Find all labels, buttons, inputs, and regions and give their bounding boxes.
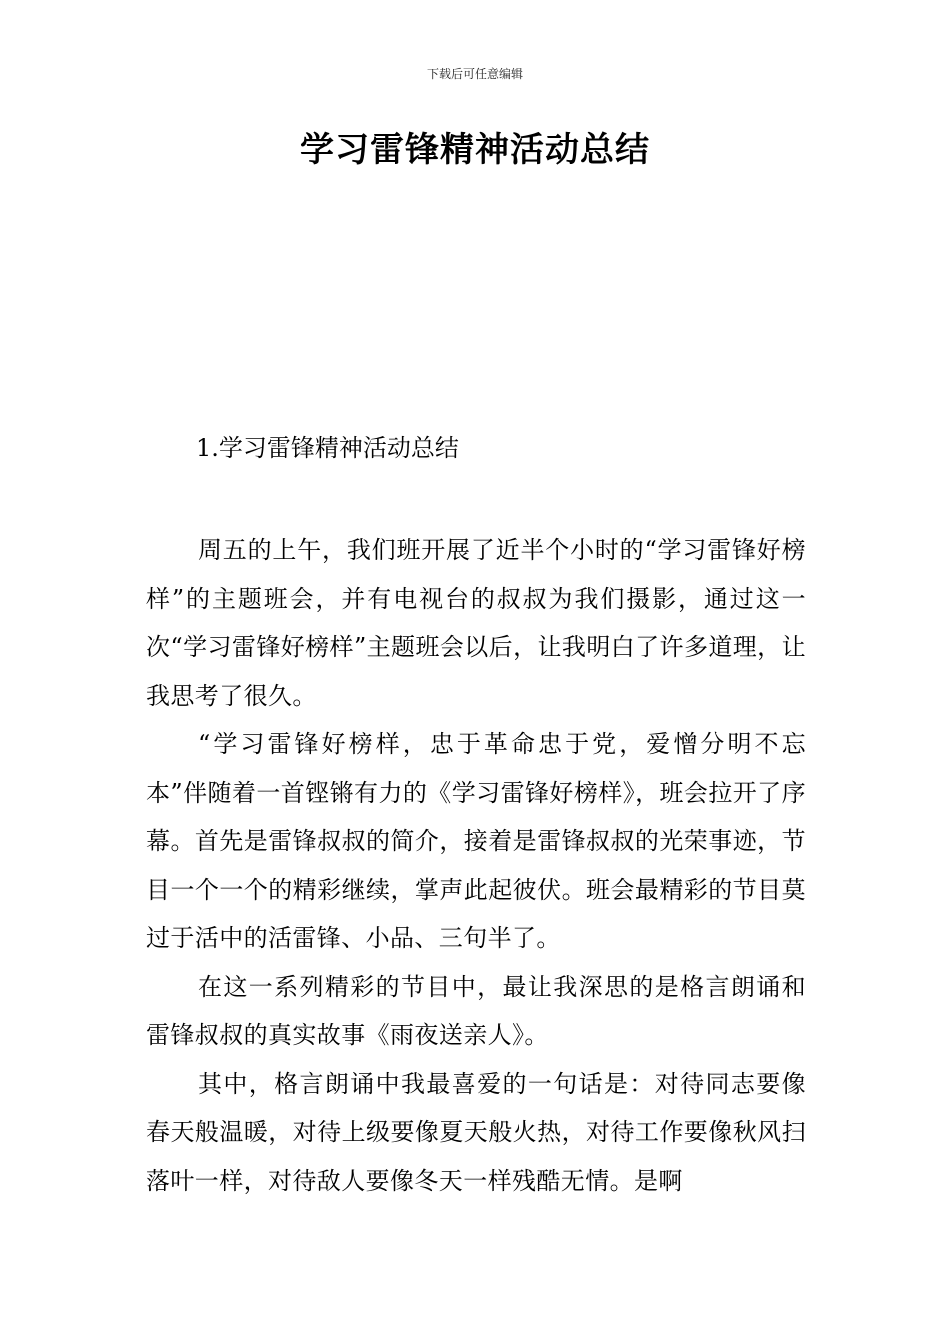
body-text <box>146 526 806 1205</box>
document-title: 学习雷锋精神活动总结 <box>300 130 650 170</box>
header-note: 下载后可任意编辑 <box>426 67 523 81</box>
paragraph: 在这一系列精彩的节目中，最让我深思的是格言朗诵和雷锋叔叔的真实故事《雨夜送亲人》。 <box>146 972 806 1049</box>
paragraph: 周五的上午，我们班开展了近半个小时的“学习雷锋好榜样”的主题班会，并有电视台的叔叔为我们摄影，通过这一次“学习雷锋好榜样”主题班会以后，让我明白了许多道理，让我思考了很久。 <box>146 536 806 710</box>
paragraph: “学习雷锋好榜样，忠于革命忠于党，爱憎分明不忘本”伴随着一首铿锵有力的《学习雷锋好榜样》，班会拉开了序幕。首先是雷锋叔叔的简介，接着是雷锋叔叔的光荣事迹，节目一个一个的精彩继续，掌声此起彼伏。班会最精彩的节目莫过于活中的活雷锋、小品、三句半了。 <box>146 730 806 952</box>
paragraph: 其中，格言朗诵中我最喜爱的一句话是：对待同志要像春天般温暖，对待上级要像夏天般火热，对待工作要像秋风扫落叶一样，对待敌人要像冬天一样残酷无情。是啊 <box>146 1069 806 1195</box>
section-heading: 1.学习雷锋精神活动总结 <box>196 434 459 462</box>
